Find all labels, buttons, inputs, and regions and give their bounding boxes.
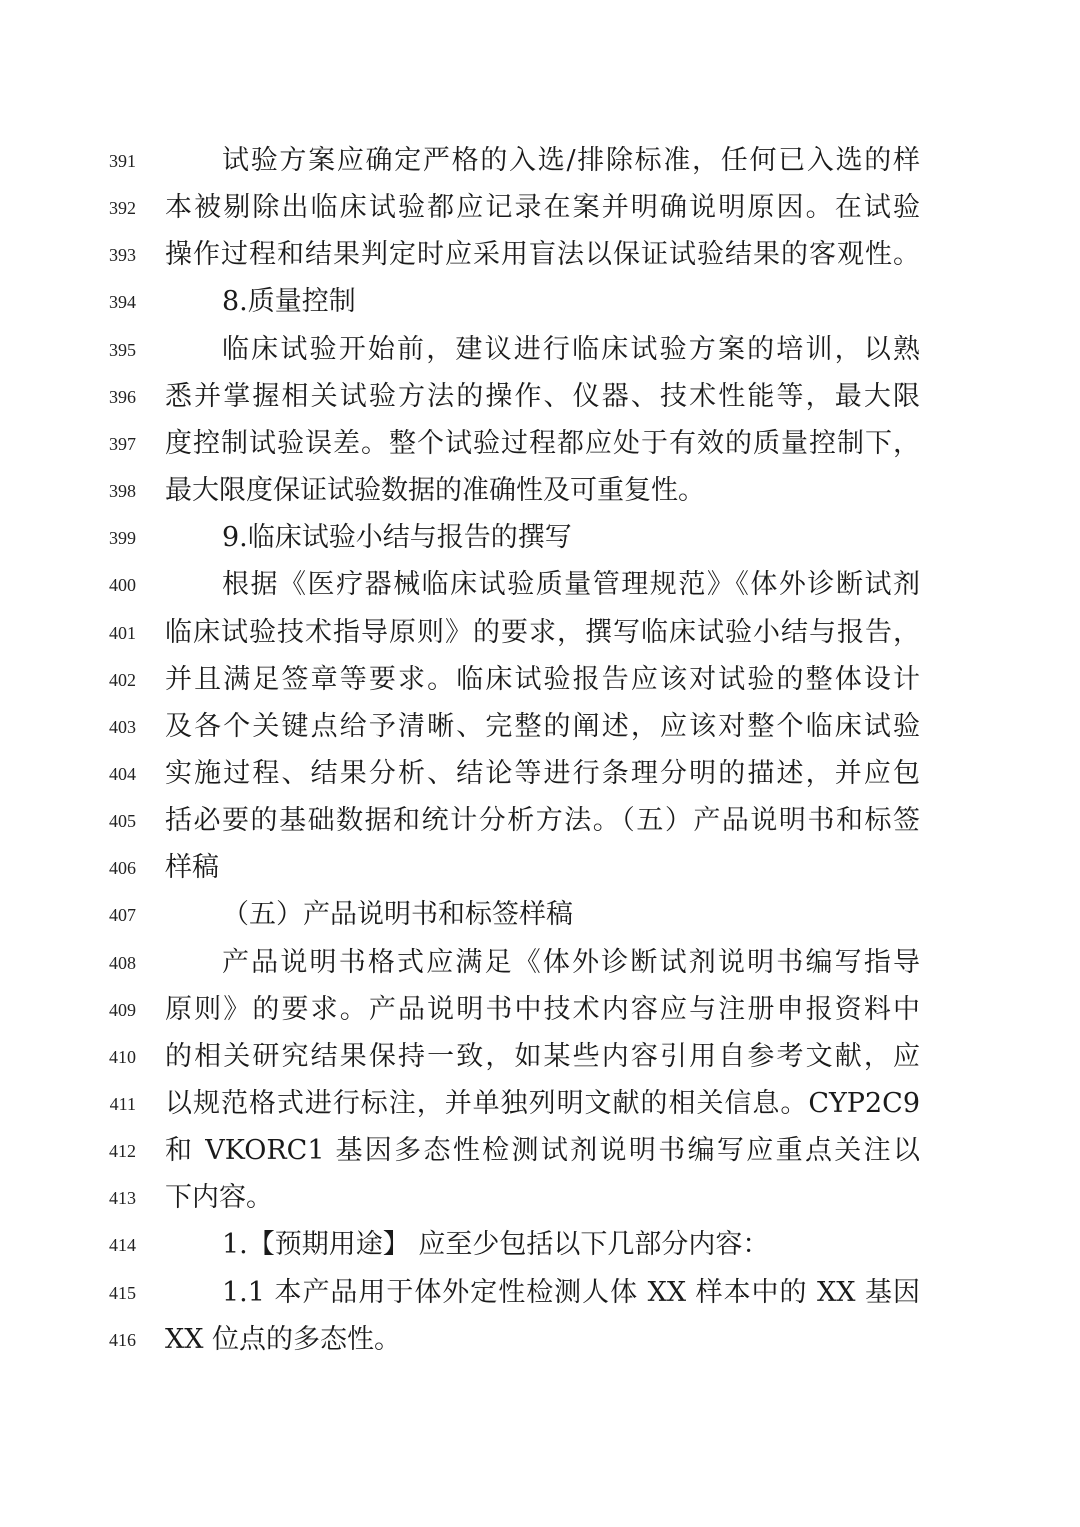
line-text: XX 位点的多态性。 xyxy=(165,1323,402,1355)
text-line xyxy=(0,184,1080,231)
text-line xyxy=(0,986,1080,1033)
line-number: 409 xyxy=(109,999,136,1020)
line-text: 及各个关键点给予清晰、完整的阐述，应该对整个临床试验 xyxy=(165,710,920,742)
line-text: 下内容。 xyxy=(165,1182,273,1214)
text-line xyxy=(0,1080,1080,1127)
text-line xyxy=(0,939,1080,986)
text-line xyxy=(0,891,1080,938)
line-number: 396 xyxy=(109,386,136,407)
line-number: 398 xyxy=(109,481,136,502)
line-number: 410 xyxy=(109,1046,136,1067)
line-number: 397 xyxy=(109,433,136,454)
text-line xyxy=(0,1221,1080,1268)
line-text: 度控制试验误差。整个试验过程都应处于有效的质量控制下， xyxy=(165,427,920,459)
line-text: 以规范格式进行标注，并单独列明文献的相关信息。CYP2C9 xyxy=(165,1088,920,1119)
text-line xyxy=(0,420,1080,467)
line-number: 412 xyxy=(109,1141,136,1162)
line-number: 408 xyxy=(109,952,136,973)
line-text: 原则》的要求。产品说明书中技术内容应与注册申报资料中 xyxy=(165,993,920,1025)
line-number: 399 xyxy=(109,528,136,549)
text-line xyxy=(0,137,1080,184)
line-text: 括必要的基础数据和统计分析方法。（五）产品说明书和标签 xyxy=(165,805,920,837)
line-text: 试验方案应确定严格的入选/排除标准，任何已入选的样 xyxy=(222,145,920,176)
text-line xyxy=(0,1033,1080,1080)
text-line xyxy=(0,844,1080,891)
line-text: 临床试验技术指导原则》的要求，撰写临床试验小结与报告， xyxy=(165,616,920,648)
line-text: 样稿 xyxy=(165,852,219,884)
line-number: 414 xyxy=(109,1235,136,1256)
line-number: 405 xyxy=(109,811,136,832)
text-line xyxy=(0,467,1080,514)
line-text: 悉并掌握相关试验方法的操作、仪器、技术性能等，最大限 xyxy=(165,380,920,412)
line-text: 1.1 本产品用于体外定性检测人体 XX 样本中的 XX 基因 xyxy=(222,1276,920,1308)
text-line xyxy=(0,326,1080,373)
text-line xyxy=(0,656,1080,703)
line-number: 394 xyxy=(109,292,136,313)
line-number: 395 xyxy=(109,339,136,360)
line-text: 1.【预期用途】 应至少包括以下几部分内容： xyxy=(222,1229,770,1261)
line-text: 的相关研究结果保持一致，如某些内容引用自参考文献，应 xyxy=(165,1040,920,1072)
line-number: 407 xyxy=(109,905,136,926)
text-line xyxy=(0,278,1080,325)
text-line xyxy=(0,561,1080,608)
text-line xyxy=(0,1316,1080,1363)
line-text: 根据《医疗器械临床试验质量管理规范》《体外诊断试剂 xyxy=(222,569,920,601)
line-text: 实施过程、结果分析、结论等进行条理分明的描述，并应包 xyxy=(165,757,920,789)
line-number: 392 xyxy=(109,198,136,219)
line-number: 391 xyxy=(109,151,136,171)
text-line xyxy=(0,609,1080,656)
line-text: 操作过程和结果判定时应采用盲法以保证试验结果的客观性。 xyxy=(165,239,920,271)
line-text: 8.质量控制 xyxy=(222,286,356,318)
line-text: 9.临床试验小结与报告的撰写 xyxy=(222,522,572,554)
line-number: 402 xyxy=(109,669,136,690)
line-number: 404 xyxy=(109,763,136,784)
line-number: 403 xyxy=(109,716,136,737)
line-number: 411 xyxy=(109,1094,136,1114)
line-number: 401 xyxy=(109,622,136,643)
line-number: 406 xyxy=(109,858,136,879)
text-line xyxy=(0,373,1080,420)
text-line xyxy=(0,797,1080,844)
line-text: 最大限度保证试验数据的准确性及可重复性。 xyxy=(165,475,705,507)
line-text: 临床试验开始前，建议进行临床试验方案的培训，以熟 xyxy=(222,333,920,365)
text-line xyxy=(0,703,1080,750)
line-text: （五）产品说明书和标签样稿 xyxy=(222,899,573,931)
line-text: 并且满足签章等要求。临床试验报告应该对试验的整体设计 xyxy=(165,663,920,695)
text-line xyxy=(0,514,1080,561)
line-number: 393 xyxy=(109,245,136,266)
text-line xyxy=(0,1269,1080,1316)
line-number: 413 xyxy=(109,1188,136,1209)
line-text: 本被剔除出临床试验都应记录在案并明确说明原因。在试验 xyxy=(165,192,920,224)
line-text: 产品说明书格式应满足《体外诊断试剂说明书编写指导 xyxy=(222,946,920,978)
text-line xyxy=(0,1174,1080,1221)
text-line xyxy=(0,750,1080,797)
line-number: 400 xyxy=(109,575,136,596)
line-number: 415 xyxy=(109,1282,136,1303)
text-line xyxy=(0,1127,1080,1174)
text-line xyxy=(0,231,1080,278)
line-number: 416 xyxy=(109,1329,136,1350)
line-text: 和 VKORC1 基因多态性检测试剂说明书编写应重点关注以 xyxy=(165,1135,920,1167)
